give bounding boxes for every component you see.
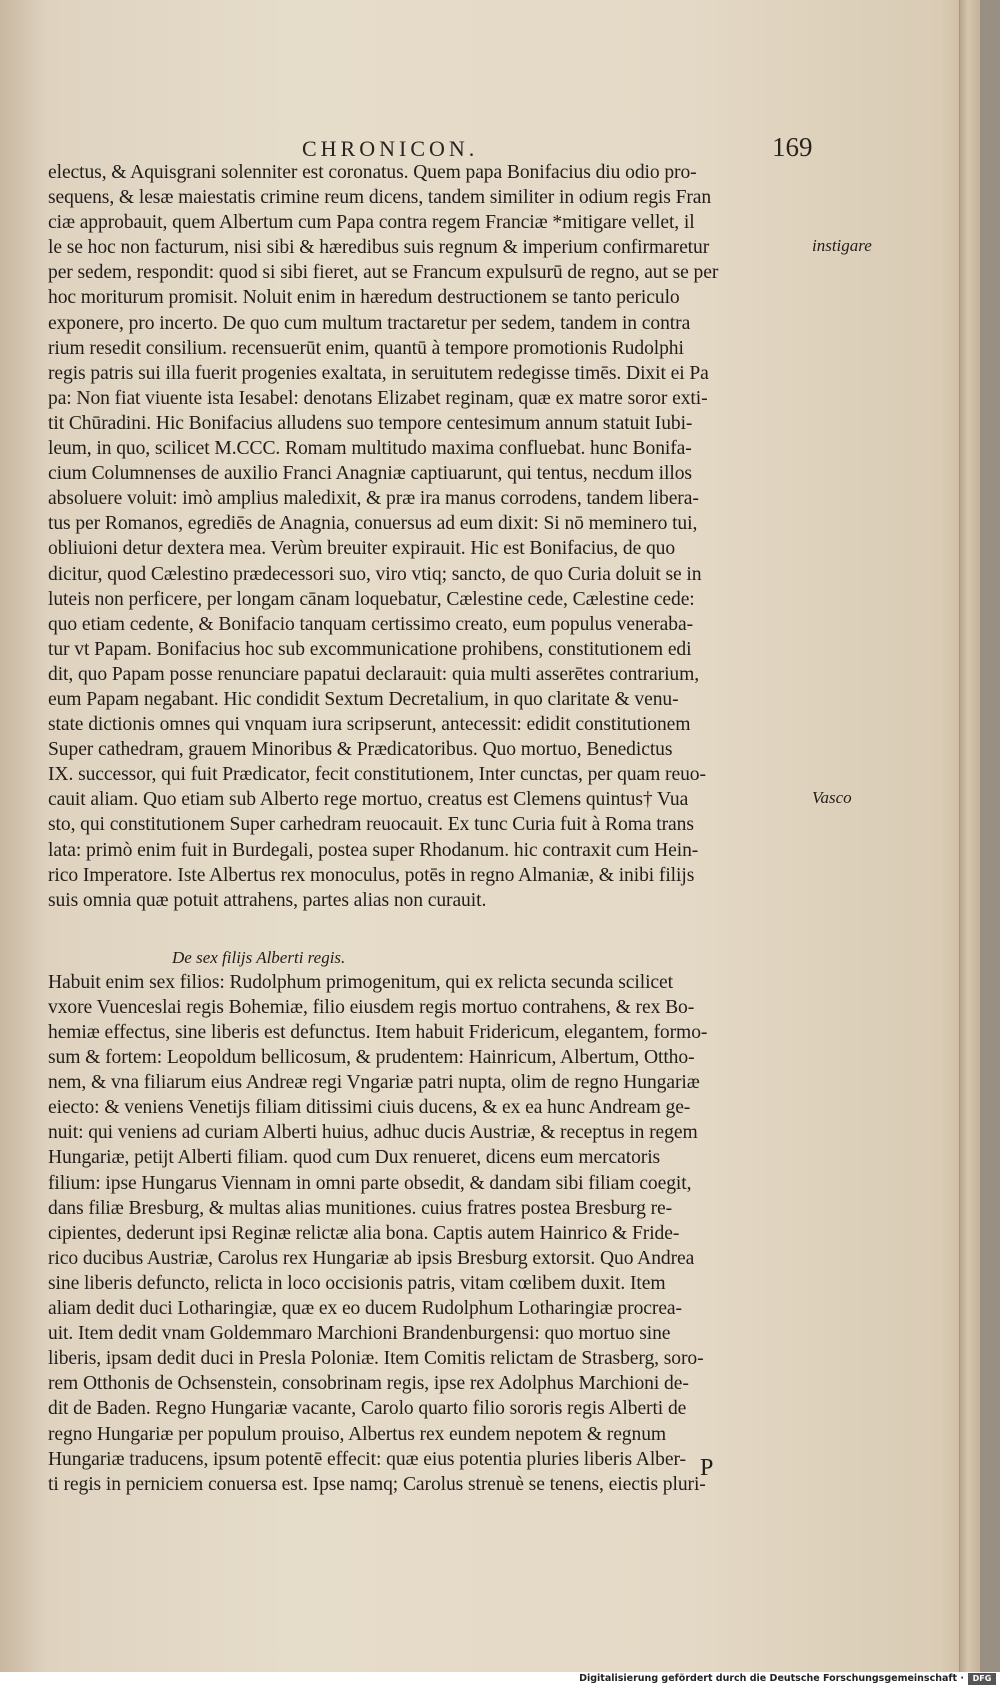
- text-line: rico Imperatore. Iste Albertus rex monoculus, potēs in regno Almaniæ, & inibi filijs: [48, 864, 695, 886]
- text-line: liberis, ipsam dedit duci in Presla Poloniæ. Item Comitis relictam de Strasberg, soro-: [48, 1348, 704, 1370]
- header-title: CHRONICON.: [302, 136, 479, 161]
- text-line: dit, quo Papam posse renunciare papatui declarauit: quia multi asserētes contrarium,: [48, 663, 700, 685]
- paragraph-1: [48, 160, 808, 913]
- text-line: uit. Item dedit vnam Goldemmaro Marchioni Brandenburgensi: quo mortuo sine: [48, 1323, 671, 1345]
- text-line: ti regis in perniciem conuersa est. Ipse namq; Carolus strenuè se tenens, eiectis pluri-: [48, 1473, 706, 1495]
- text-line: cauit aliam. Quo etiam sub Alberto rege mortuo, creatus est Clemens quintus† Vua: [48, 789, 689, 811]
- text-line: exponere, pro incerto. De quo cum multum tractaretur per sedem, tandem in contra: [48, 312, 691, 334]
- text-line: pa: Non fiat viuente ista Iesabel: denotans Elizabet reginam, quæ ex matre soror exti-: [48, 387, 708, 409]
- text-line: hoc moriturum promisit. Noluit enim in hæredum destructionem se tanto periculo: [48, 287, 680, 309]
- text-line: Hungariæ traducens, ipsum potentē effecit: quæ eius potentia pluries liberis Alber-: [48, 1448, 686, 1470]
- section-subheading: De sex filijs Alberti regis.: [172, 947, 346, 967]
- page-edge: [959, 0, 980, 1672]
- text-line: rium resedit consilium. recensuerūt enim, quantū à tempore promotionis Rudolphi: [48, 337, 684, 359]
- text-line: rico ducibus Austriæ, Carolus rex Hungariæ ab ipsis Bresburg extorsit. Quo Andrea: [48, 1247, 695, 1269]
- text-line: Super cathedram, grauem Minoribus & Prædicatoribus. Quo mortuo, Benedictus: [48, 739, 673, 761]
- text-line: hemiæ effectus, sine liberis est defunctus. Item habuit Fridericum, elegantem, formo-: [48, 1022, 708, 1043]
- text-line: vxore Vuenceslai regis Bohemiæ, filio eiusdem regis mortuo contrahens, & rex Bo-: [48, 996, 695, 1018]
- text-line: cipientes, dederunt ipsi Reginæ relictæ alia bona. Captis autem Hainrico & Fride-: [48, 1222, 680, 1244]
- text-line: suis omnia quæ potuit attrahens, partes alias non curauit.: [48, 889, 487, 911]
- text-line: tus per Romanos, egrediēs de Anagnia, conuersus ad eum dixit: Si nō meminero tui,: [48, 513, 698, 535]
- text-line: rem Otthonis de Ochsenstein, consobrinam regis, ipse rex Adolphus Marchioni de-: [48, 1373, 689, 1395]
- section-gap: [48, 913, 808, 945]
- text-line: ciæ approbauit, quem Albertum cum Papa contra regem Franciæ *mitigare vellet, il: [48, 212, 695, 234]
- text-block: [48, 160, 808, 1497]
- footer-credit: Digitalisierung gefördert durch die Deutsche Forschungsgemeinschaft ·: [579, 1673, 964, 1684]
- text-line: cium Columnenses de auxilio Franci Anagniæ captiuarunt, qui tentus, necdum illos: [48, 463, 692, 485]
- text-line: IX. successor, qui fuit Prædicator, fecit constitutionem, Inter cunctas, per quam reuo-: [48, 764, 706, 786]
- text-line: Habuit enim sex filios: Rudolphum primogenitum, qui ex relicta secunda scilicet: [48, 971, 673, 993]
- text-line: nem, & vna filiarum eius Andreæ regi Vngariæ patri nupta, olim de regno Hungariæ: [48, 1072, 700, 1094]
- text-line: dans filiæ Bresburg, & multas alias munitiones. cuius fratres postea Bresburg re-: [48, 1197, 673, 1219]
- text-line: sequens, & lesæ maiestatis crimine reum dicens, tandem similiter in odium regis Fran: [48, 187, 712, 209]
- text-line: eiecto: & veniens Venetijs filiam ditissimi ciuis ducens, & ex ea hunc Andream ge-: [48, 1097, 691, 1119]
- text-line: state dictionis omnes qui vnquam iura scripserunt, antecessit: edidit constitutionem: [48, 714, 691, 736]
- text-line: obliuioni detur dextera mea. Verùm breuiter expirauit. Hic est Bonifacius, de quo: [48, 538, 676, 560]
- text-line: leum, in quo, scilicet M.CCC. Romam multitudo maxima confluebat. hunc Bonifa-: [48, 438, 692, 460]
- text-line: tit Chūradini. Hic Bonifacius alludens suo tempore centesimum annum statuit Iubi-: [48, 412, 693, 434]
- text-line: lata: primò enim fuit in Burdegali, postea super Rhodanum. hic contraxit cum Hein-: [48, 839, 699, 861]
- margin-note-instigare: instigare: [812, 236, 872, 255]
- page-number: 169: [772, 132, 813, 162]
- text-line: absoluere voluit: imò amplius maledixit, & præ ira manus corrodens, tandem libera-: [48, 488, 699, 510]
- text-line: dicitur, quod Cælestino prædecessori suo, viro vtiq; sancto, de quo Curia doluit se in: [48, 563, 702, 585]
- text-line: electus, & Aquisgrani solenniter est coronatus. Quem papa Bonifacius diu odio pro-: [48, 162, 697, 183]
- text-line: luteis non perficere, per longam cānam loquebatur, Cælestine cede, Cælestine cede:: [48, 588, 695, 610]
- text-line: per sedem, respondit: quod si sibi fieret, aut se Francum expulsurū de regno, aut se per: [48, 262, 719, 284]
- text-line: nuit: qui veniens ad curiam Alberti huius, adhuc ducis Austriæ, & receptus in regem: [48, 1122, 698, 1144]
- signature-mark: P: [700, 1455, 714, 1481]
- text-line: eum Papam negabant. Hic condidit Sextum Decretalium, in quo claritate & venu-: [48, 688, 679, 710]
- text-line: le se hoc non facturum, nisi sibi & hæredibus suis regnum & imperium confirmaretur: [48, 237, 710, 259]
- text-line: Hungariæ, petijt Alberti filiam. quod cum Dux renueret, dicens eum mercatoris: [48, 1147, 661, 1169]
- text-line: sum & fortem: Leopoldum bellicosum, & prudentem: Hainricum, Albertum, Ottho-: [48, 1047, 695, 1069]
- text-line: sto, qui constitutionem Super carhedram reuocauit. Ex tunc Curia fuit à Roma trans: [48, 814, 694, 836]
- margin-note-vasco: Vasco: [812, 788, 852, 807]
- paragraph-2: [48, 970, 808, 1497]
- footer-bar: [0, 1672, 1000, 1687]
- text-line: tur vt Papam. Bonifacius hoc sub excommunicatione prohibens, constitutionem edi: [48, 638, 692, 660]
- text-line: dit de Baden. Regno Hungariæ vacante, Carolo quarto filio sororis regis Alberti de: [48, 1398, 687, 1420]
- text-line: regis patris sui illa fuerit progenies exaltata, in seruitutem redegisse timēs. Dixit ei Pa: [48, 362, 709, 384]
- text-line: filium: ipse Hungarus Viennam in omni parte obsedit, & dandam sibi filiam coegit,: [48, 1172, 692, 1194]
- text-line: aliam dedit duci Lotharingiæ, quæ ex eo ducem Rudolphum Lotharingiæ procrea-: [48, 1298, 682, 1320]
- text-line: quo etiam cedente, & Bonifacio tanquam certissimo creato, eum populus veneraba-: [48, 613, 693, 635]
- text-line: regno Hungariæ per populum prouiso, Albertus rex eundem nepotem & regnum: [48, 1423, 667, 1445]
- text-line: sine liberis defuncto, relicta in loco occisionis patris, vitam cœlibem duxit. Item: [48, 1272, 666, 1294]
- dfg-logo-icon: DFG: [968, 1673, 996, 1685]
